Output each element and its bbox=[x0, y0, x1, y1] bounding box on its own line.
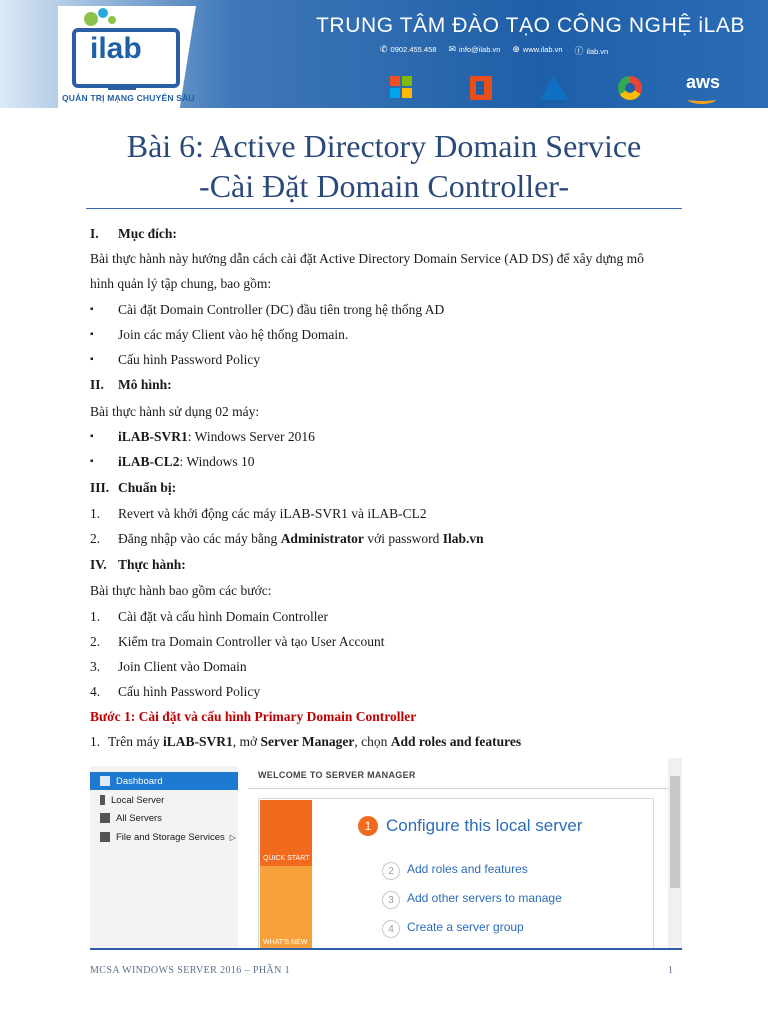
numbered-item bbox=[90, 609, 328, 625]
item-number: 1. bbox=[90, 506, 101, 521]
section-heading bbox=[90, 377, 172, 393]
section-number: III. bbox=[90, 480, 110, 495]
section-title: Thực hành: bbox=[118, 557, 186, 572]
bullet-item bbox=[90, 429, 315, 445]
azure-logo-icon bbox=[540, 76, 568, 100]
section-heading bbox=[90, 480, 176, 496]
item-text: Revert và khởi động các máy iLAB-SVR1 và iLAB-CL2 bbox=[118, 506, 427, 521]
section-title: Mục đích: bbox=[118, 226, 177, 241]
section-heading bbox=[90, 557, 186, 573]
email-address: info@ilab.vn bbox=[458, 45, 501, 54]
tagline: QUẢN TRỊ MẠNG CHUYÊN SÂU bbox=[62, 93, 195, 103]
office-logo-icon bbox=[470, 76, 492, 100]
gear-icon bbox=[108, 16, 116, 24]
sidebar-item-dashboard[interactable] bbox=[90, 772, 238, 790]
machine-os: : Windows 10 bbox=[179, 454, 255, 469]
paragraph: Bài thực hành sử dụng 02 máy: bbox=[90, 404, 260, 419]
instruction-line bbox=[90, 734, 521, 750]
sidebar-item-local-server[interactable] bbox=[90, 791, 238, 809]
gear-icon bbox=[84, 12, 98, 26]
item-text: Cài đặt và cấu hình Domain Controller bbox=[118, 609, 328, 624]
section-number: I. bbox=[90, 226, 99, 241]
header-banner bbox=[0, 0, 768, 118]
aws-smile-icon bbox=[688, 95, 716, 104]
windows-logo-icon bbox=[390, 76, 412, 98]
bullet-item: ▪ Join các máy Client vào hệ thống Domain. bbox=[90, 327, 348, 343]
welcome-divider bbox=[248, 788, 668, 789]
machine-name: iLAB-CL2 bbox=[118, 454, 180, 469]
scrollbar-thumb[interactable] bbox=[670, 776, 680, 888]
screenshot-divider bbox=[90, 948, 682, 950]
step-number-badge: 2 bbox=[382, 862, 400, 880]
whats-new-label: WHAT'S NEW bbox=[263, 939, 308, 946]
item-number: 2. bbox=[90, 634, 101, 649]
item-text: với password bbox=[363, 531, 443, 546]
step-number-badge: 3 bbox=[382, 891, 400, 909]
social-handle: ilab.vn bbox=[586, 47, 609, 56]
item-number: 1. bbox=[90, 609, 101, 624]
phone-number: 0902.455.458 bbox=[390, 45, 437, 54]
step-number-badge: 4 bbox=[382, 920, 400, 938]
sidebar-item-label: Local Server bbox=[111, 794, 165, 806]
phone-contact bbox=[380, 44, 436, 57]
step-number-badge: 1 bbox=[358, 816, 378, 836]
welcome-title: WELCOME TO SERVER MANAGER bbox=[258, 770, 416, 780]
center-title: TRUNG TÂM ĐÀO TẠO CÔNG NGHỆ iLAB bbox=[316, 14, 746, 37]
bullet-item: ▪ Cài đặt Domain Controller (DC) đầu tiên trong hệ thống AD bbox=[90, 302, 444, 318]
storage-icon bbox=[100, 832, 110, 842]
servers-icon bbox=[100, 813, 110, 823]
section-title: Mô hình: bbox=[118, 377, 172, 392]
sidebar-item-label: Dashboard bbox=[116, 775, 163, 787]
section-number: IV. bbox=[90, 557, 107, 572]
bullet-item bbox=[90, 454, 254, 470]
password-text: Ilab.vn bbox=[442, 531, 484, 546]
action-name: Add roles and features bbox=[390, 734, 522, 749]
item-text: Join Client vào Domain bbox=[118, 659, 247, 674]
bullet-item: ▪ Cấu hình Password Policy bbox=[90, 352, 260, 368]
dashboard-icon bbox=[100, 776, 110, 786]
server-icon bbox=[100, 795, 105, 805]
machine-os: : Windows Server 2016 bbox=[187, 429, 315, 444]
website-url: www.ilab.vn bbox=[522, 45, 563, 54]
add-servers-link[interactable]: Add other servers to manage bbox=[407, 891, 562, 905]
item-number: 3. bbox=[90, 659, 101, 674]
email-contact bbox=[448, 44, 500, 57]
globe-icon: ⊕ bbox=[512, 44, 520, 54]
numbered-item bbox=[90, 684, 260, 700]
gear-icon bbox=[98, 8, 108, 18]
sidebar-item-file-storage[interactable] bbox=[90, 828, 238, 846]
chevron-right-icon: ▷ bbox=[229, 832, 236, 842]
item-text: Trên máy bbox=[108, 734, 164, 749]
contact-bar bbox=[380, 44, 608, 57]
sidebar-item-label: File and Storage Services bbox=[116, 831, 225, 843]
item-text: , mở bbox=[232, 734, 261, 749]
item-number: 2. bbox=[90, 531, 101, 546]
section-title: Chuẩn bị: bbox=[118, 480, 177, 495]
item-text: , chọn bbox=[354, 734, 391, 749]
numbered-item bbox=[90, 634, 385, 650]
machine-name: iLAB-SVR1 bbox=[118, 429, 188, 444]
item-text: Kiểm tra Domain Controller và tạo User Account bbox=[118, 634, 385, 649]
title-divider bbox=[86, 208, 682, 209]
numbered-item bbox=[90, 531, 484, 547]
app-name: Server Manager bbox=[260, 734, 355, 749]
website-contact bbox=[512, 44, 562, 57]
step-heading: Bước 1: Cài đặt và cấu hình Primary Domain Controller bbox=[90, 709, 417, 724]
add-roles-link[interactable]: Add roles and features bbox=[407, 862, 528, 876]
numbered-item bbox=[90, 659, 247, 675]
quick-start-label: QUICK START bbox=[263, 855, 310, 862]
page-number: 1 bbox=[668, 965, 673, 976]
item-text: Cấu hình Password Policy bbox=[118, 684, 261, 699]
item-text: Đăng nhập vào các máy bằng bbox=[118, 531, 281, 546]
phone-icon: ✆ bbox=[380, 44, 388, 54]
social-contact bbox=[575, 44, 609, 57]
section-number: II. bbox=[90, 377, 104, 392]
sidebar-item-label: All Servers bbox=[116, 812, 162, 824]
item-number: 1. bbox=[90, 734, 101, 749]
footer-course-title: MCSA WINDOWS SERVER 2016 – PHẦN 1 bbox=[90, 965, 291, 976]
item-number: 4. bbox=[90, 684, 101, 699]
quick-start-tab[interactable] bbox=[260, 800, 312, 866]
logo-stand bbox=[108, 84, 136, 90]
whats-new-tab[interactable] bbox=[260, 866, 312, 950]
paragraph: Bài thực hành bao gồm các bước: bbox=[90, 583, 272, 598]
aws-logo-icon: aws bbox=[686, 72, 721, 92]
page-title-line2: -Cài Đặt Domain Controller- bbox=[199, 168, 569, 204]
google-cloud-logo-icon bbox=[618, 76, 642, 100]
username-text: Administrator bbox=[280, 531, 364, 546]
facebook-icon: ⓕ bbox=[574, 46, 584, 56]
numbered-item bbox=[90, 506, 427, 522]
sidebar-item-all-servers[interactable] bbox=[90, 809, 238, 827]
server-manager-sidebar bbox=[90, 766, 238, 950]
logo-text: ilab bbox=[90, 32, 142, 65]
paragraph: Bài thực hành này hướng dẫn cách cài đặt Active Directory Domain Service (AD DS) để xây dựng mô bbox=[90, 251, 644, 266]
server-manager-main bbox=[240, 758, 668, 950]
server-manager-screenshot bbox=[90, 758, 682, 950]
page-title-line1: Bài 6: Active Directory Domain Service bbox=[126, 128, 642, 164]
email-icon: ✉ bbox=[448, 44, 456, 54]
create-server-group-link[interactable]: Create a server group bbox=[407, 920, 524, 934]
paragraph: hình quản lý tập chung, bao gồm: bbox=[90, 276, 272, 291]
section-heading bbox=[90, 226, 177, 242]
configure-local-server-link[interactable]: Configure this local server bbox=[386, 816, 583, 835]
machine-name: iLAB-SVR1 bbox=[163, 734, 233, 749]
